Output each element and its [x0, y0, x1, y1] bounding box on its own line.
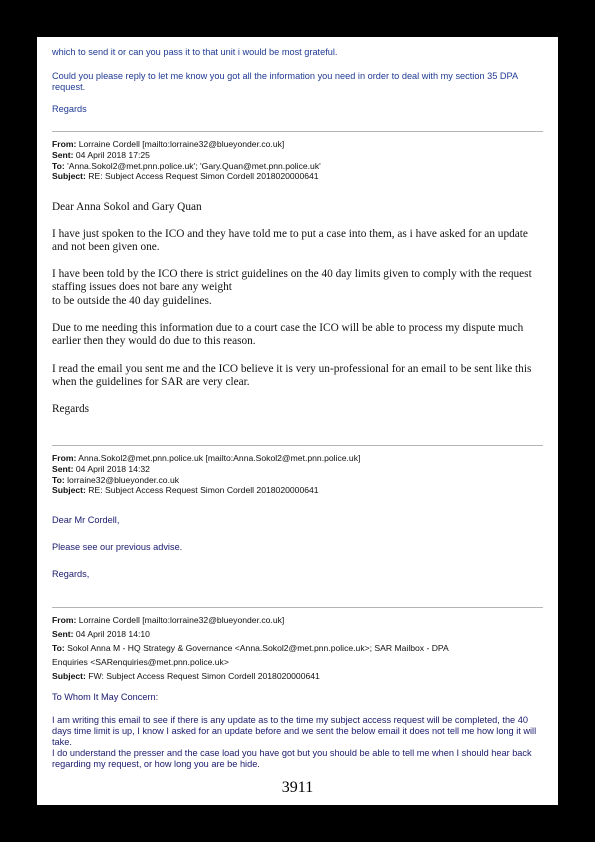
email1-to: [52, 161, 543, 172]
email1-header: [52, 139, 543, 182]
top-regards: Regards: [52, 104, 87, 114]
email2-body: Please see our previous advise.: [52, 542, 183, 552]
from-label: From:: [52, 139, 77, 149]
document-page: [37, 37, 558, 805]
email2-subject: [52, 485, 543, 496]
email1-paragraph-2b: to be outside the 40 day guidelines.: [52, 295, 212, 307]
email2-regards: Regards,: [52, 569, 90, 579]
to-value-line-2: Enquiries <SARenquiries@met.pnn.police.uk>: [52, 657, 229, 667]
from-value: Lorraine Cordell [mailto:lorraine32@blueyonder.co.uk]: [78, 139, 285, 149]
email3-header: [52, 613, 543, 683]
email1-paragraph-2a: I have been told by the ICO there is strict guidelines on the 40 day limits given to comply with the request staffing issues does not bare any weight: [52, 268, 532, 294]
subject-value: FW: Subject Access Request Simon Cordell 2018020000641: [88, 671, 320, 681]
email3-subject: [52, 669, 543, 683]
top-line-1: which to send it or can you pass it to that unit i would be most grateful.: [52, 47, 338, 57]
sent-label: Sent:: [52, 149, 74, 160]
from-label: From:: [52, 615, 77, 625]
email3-to: [52, 641, 543, 669]
email1-paragraph-3: Due to me needing this information due to a court case the ICO will be able to process my dispute much earlier then they would do due to this reason.: [52, 322, 524, 348]
email3-paragraph-2: I do understand the presser and the case load you have got but you should be able to tell me when I should hear back regarding my request, or how long you are be hide.: [52, 748, 532, 769]
from-value: Lorraine Cordell [mailto:lorraine32@blueyonder.co.uk]: [78, 615, 285, 625]
email1-greeting: Dear Anna Sokol and Gary Quan: [52, 201, 202, 213]
top-line-2: Could you please reply to let me know you got all the information you need in order to deal with my section 35 DPA request.: [52, 71, 518, 92]
email1-from: [52, 139, 543, 150]
sent-label: Sent:: [52, 629, 74, 639]
to-label: To:: [52, 160, 65, 171]
email1-regards: Regards: [52, 403, 90, 415]
page-number: 3911: [281, 779, 314, 796]
sent-value: 04 April 2018 17:25: [75, 149, 150, 160]
to-label: To:: [52, 474, 65, 485]
subject-label: Subject:: [52, 485, 86, 496]
subject-label: Subject:: [52, 171, 86, 182]
subject-value: RE: Subject Access Request Simon Cordell 2018020000641: [88, 171, 319, 182]
email3-paragraph-1: I am writing this email to see if there is any update as to the time my subject access request will be completed, the 40 days time limit is up, I know I asked for an update before and we sent the below email it does not tell me how long it will take.: [52, 715, 537, 747]
divider-1: [52, 131, 543, 132]
from-value: Anna.Sokol2@met.pnn.police.uk [mailto:Anna.Sokol2@met.pnn.police.uk]: [78, 453, 361, 463]
email2-greeting: Dear Mr Cordell,: [52, 515, 120, 525]
email2-to: [52, 475, 543, 486]
email1-subject: [52, 171, 543, 182]
email1-sent: [52, 150, 543, 161]
divider-2: [52, 445, 543, 446]
to-value: lorraine32@blueyonder.co.uk: [67, 474, 180, 485]
email2-sent: [52, 464, 543, 475]
divider-3: [52, 607, 543, 608]
to-value: 'Anna.Sokol2@met.pnn.police.uk'; 'Gary.Quan@met.pnn.police.uk': [67, 160, 321, 171]
from-label: From:: [52, 453, 77, 463]
email3-sent: [52, 627, 543, 641]
email1-paragraph-4: I read the email you sent me and the ICO believe it is very un-professional for an email to be sent like this when the guidelines for SAR are very clear.: [52, 363, 532, 389]
email2-from: [52, 453, 543, 464]
subject-label: Subject:: [52, 671, 86, 681]
email2-header: [52, 453, 543, 496]
sent-label: Sent:: [52, 463, 74, 474]
email3-greeting: To Whom It May Concern:: [52, 692, 159, 702]
subject-value: RE: Subject Access Request Simon Cordell 2018020000641: [88, 485, 319, 496]
sent-value: 04 April 2018 14:10: [75, 629, 150, 639]
sent-value: 04 April 2018 14:32: [75, 463, 150, 474]
to-label: To:: [52, 643, 65, 653]
to-value-line-1: Sokol Anna M - HQ Strategy & Governance <Anna.Sokol2@met.pnn.police.uk>; SAR Mailbox - DPA: [67, 643, 449, 653]
email3-from: [52, 613, 543, 627]
email1-paragraph-1: I have just spoken to the ICO and they have told me to put a case into them, as i have asked for an update and not been given one.: [52, 228, 528, 254]
